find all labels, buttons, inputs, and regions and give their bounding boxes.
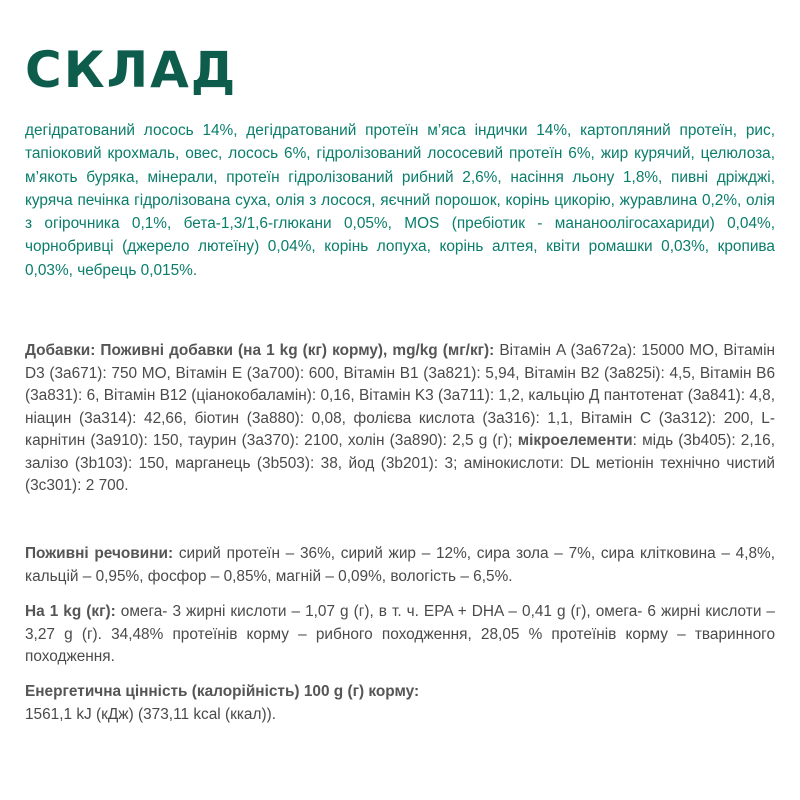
ingredients-list: дегідратований лосось 14%, дегідратований протеїн м’яса індички 14%, картопляний протеїн, рис, тапіоковий крохмаль, овес, лосось 6%, гідролізований лососевий протеїн 6%, жир курячий, целюлоза, м’якоть буряка, мінерали, протеїн гідролізований рибний 2,6%, насіння льону 1,8%, пивні дріжджі, куряча печінка гідролізована суха, олія з лосося, яєчний порошок, корінь цикорію, журавлина 0,2%, олія з огірочника 0,1%, бета-1,3/1,6-глюкани 0,05%, MOS (пребіотик - мананоолігосахариди) 0,04%, чорнобривці (джерело лютеїну) 0,04%, корінь лопуха, корінь алтея, квіти ромашки 0,03%, кропива 0,03%, чебрець 0,015%.: [25, 122, 775, 279]
additives-section: [25, 340, 775, 498]
energy-value: 1561,1 kJ (кДж) (373,11 kcal (ккал)).: [25, 705, 276, 723]
nutrients-section: [25, 543, 775, 588]
page-title: СКЛАД: [25, 41, 238, 99]
per-kg-label: На 1 kg (кг):: [25, 603, 116, 620]
per-kg-section: [25, 601, 775, 669]
additives-microelements-text: : мідь (3b405): 2,16, залізо (3b103): 150, марганець (3b503): 38, йод (3b201): 3; амінокислоти: DL метіонін технічно чистий (3c301): 2 700.: [25, 432, 775, 494]
energy-section: [25, 681, 775, 726]
nutrients-label: Поживні речовини:: [25, 545, 174, 562]
microelements-label: мікроелементи: [512, 432, 633, 449]
energy-label: Енергетична цінність (калорійність) 100 g (г) корму:: [25, 683, 420, 700]
nutrients-text: сирий протеїн – 36%, сирий жир – 12%, сира зола – 7%, сира клітковина – 4,8%, кальцій – 0,95%, фосфор – 0,85%, магній – 0,09%, вологість – 6,5%.: [25, 545, 775, 585]
per-kg-text: омега- 3 жирні кислоти – 1,07 g (г), в т. ч. EPA + DHA – 0,41 g (г), омега- 6 жирні кислоти – 3,27 g (г). 34,48% протеїнів корму – рибного походження, 28,05 % протеїнів корму – тваринного походження.: [25, 603, 775, 665]
additives-vitamins-text: Вітамін A (3a672a): 15000 MO, Вітамін D3 (3a671): 750 MO, Вітамін E (3a700): 600, Вітамін B1 (3a821): 5,94, Вітамін B2 (3a825i): 4,5, Вітамін B6 (3a831): 6, Вітамін B12 (ціанокобаламін): 0,16, Вітамін K3 (3a711): 1,2, кальцію Д пантотенат (3a841): 4,8, ніацин (3a314): 42,66, біотин (3a880): 0,08, фолієва кислота (3a316): 1,1, Вітамін C (3a312): 200, L-карнітин (3a910): 150, таурин (3a370): 2100, холін (3a890): 2,5 g (г);: [25, 342, 775, 449]
additives-label: Добавки: Поживні добавки (на 1 kg (кг) корму), mg/kg (мг/кг):: [25, 342, 495, 359]
